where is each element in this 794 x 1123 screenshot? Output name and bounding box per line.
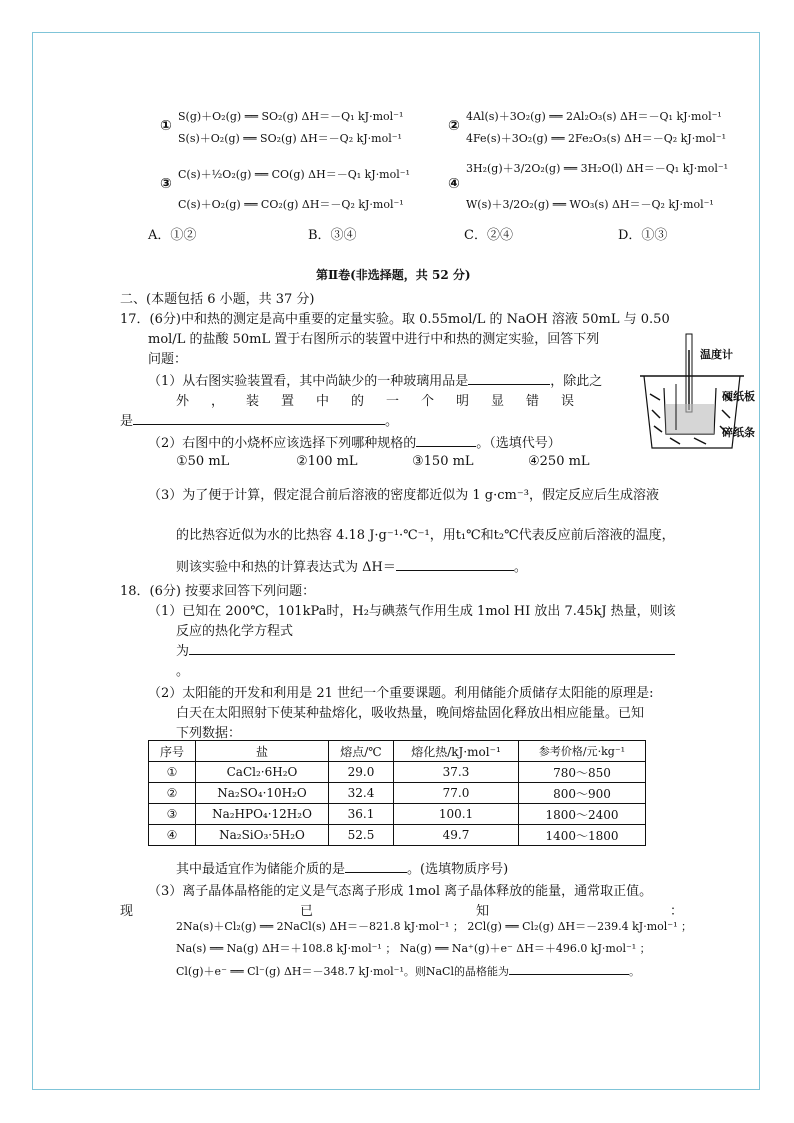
table-header: 熔化热/kJ·mol⁻¹ [394,741,519,762]
table-cell: 780～850 [519,762,646,783]
q17-s3d: 。 [513,560,527,575]
q18-s1a: （1）已知在 200℃，101kPa时，H₂与碘蒸气作用生成 1mol HI 放出 7.45kJ 热量，则该 [148,604,676,619]
choice-c: C．②④ [464,228,513,243]
option-1-eq1: S(g)＋O₂(g) ══ SO₂(g) ΔH＝－Q₁ kJ·mol⁻¹ [178,110,404,123]
q17-s1-end: 。 [385,414,399,429]
q18-s2a: （2）太阳能的开发和利用是 21 世纪一个重要课题。利用储能介质储存太阳能的原理是: [148,686,654,701]
q18-s3-xian: 现 [120,904,134,919]
q17-s3b: 的比热容近似为水的比热容 4.18 J·g⁻¹·℃⁻¹，用t₁℃和t₂℃代表反应前后溶液的温度， [176,528,675,543]
table-cell: 52.5 [329,825,394,846]
q17-s1 [148,370,602,389]
q18-s1d: 。 [176,664,190,679]
figure-label-thermometer: 温度计 [700,348,733,361]
q18-blank-medium[interactable] [345,860,407,873]
q18-eq3-line [176,962,640,979]
option-3-mark: ③ [160,176,172,192]
q18-eq3: Cl(g)＋e⁻ ══ Cl⁻(g) ΔH＝－348.7 kJ·mol⁻¹。则NaCl的晶格能为 [176,965,509,978]
q17-s1-text2: ，除此之 [550,374,603,389]
table-cell: 36.1 [329,804,394,825]
q18-s2d: 其中最适宜作为储能介质的是 [176,862,346,877]
q18-s1c: 为 [176,644,190,659]
table-cell: Na₂SO₄·10H₂O [196,783,329,804]
table-cell: 800～900 [519,783,646,804]
q17-blank-size[interactable] [416,434,476,447]
option-1-eq2: S(s)＋O₂(g) ══ SO₂(g) ΔH＝－Q₂ kJ·mol⁻¹ [178,132,402,145]
q17-line2: mol/L 的盐酸 50mL 置于右图所示的装置中进行中和热的测定实验，回答下列 [148,332,600,347]
table-row [149,762,646,783]
option-1-mark: ① [160,118,172,134]
table-header: 盐 [196,741,329,762]
table-row [149,825,646,846]
salt-data-table [148,740,646,846]
q17-blank-glassware[interactable] [468,372,550,385]
q18-s2b: 白天在太阳照射下使某种盐熔化，吸收热量，晚间熔盐固化释放出相应能量。已知 [176,706,645,721]
q17-s3a: （3）为了便于计算，假定混合前后溶液的密度都近似为 1 g·cm⁻³，假定反应后生成溶液 [148,488,659,503]
table-header: 熔点/℃ [329,741,394,762]
choice-d: D．①③ [618,228,668,243]
q18-s3-yi: 已 [300,904,314,919]
q17-s2-text: （2）右图中的小烧杯应该选择下列哪种规格的 [148,436,417,451]
option-3-eq2: C(s)＋O₂(g) ══ CO₂(g) ΔH＝－Q₂ kJ·mol⁻¹ [178,198,404,211]
q17-s2 [148,432,561,451]
option-2-mark: ② [448,118,460,134]
section2-heading: 二、(本题包括 6 小题，共 37 分) [120,292,315,307]
q18-s2c: 下列数据： [176,726,242,741]
option-4-eq1: 3H₂(g)＋3/2O₂(g) ══ 3H₂O(l) ΔH＝－Q₁ kJ·mol⁻¹ [466,162,729,175]
part2-title: 第Ⅱ卷(非选择题，共 52 分) [316,268,471,282]
option-3-eq1: C(s)＋½O₂(g) ══ CO(g) ΔH＝－Q₁ kJ·mol⁻¹ [178,168,410,181]
table-cell: 1400～1800 [519,825,646,846]
q17-blank-error[interactable] [133,412,385,425]
q17-line3: 问题： [148,352,188,367]
q18-s3a: （3）离子晶体晶格能的定义是气态离子形成 1mol 离子晶体释放的能量，通常取正值。 [148,884,653,899]
table-cell: 29.0 [329,762,394,783]
table-cell: ① [149,762,196,783]
table-header: 参考价格/元·kg⁻¹ [519,741,646,762]
table-cell: 32.4 [329,783,394,804]
q17-s1-shi: 是 [120,414,134,429]
option-2-eq1: 4Al(s)＋3O₂(g) ══ 2Al₂O₃(s) ΔH＝－Q₁ kJ·mol⁻¹ [466,110,722,123]
table-cell: 49.7 [394,825,519,846]
table-header-row [149,741,646,762]
q18-s1c-line [176,640,675,659]
table-cell: 1800～2400 [519,804,646,825]
table-row [149,804,646,825]
table-row [149,783,646,804]
table-cell: ② [149,783,196,804]
table-header: 序号 [149,741,196,762]
table-cell: 100.1 [394,804,519,825]
q18-s2e: 。(选填物质序号) [407,862,509,877]
q17-s1-line3 [120,410,398,429]
q17-size-4: ④250 mL [528,454,590,469]
q17-line1: 17．(6分)中和热的测定是高中重要的定量实验。取 0.55mol/L 的 NaOH 溶液 50mL 与 0.50 [120,312,670,327]
q18-eq1: 2Na(s)＋Cl₂(g) ══ 2NaCl(s) ΔH＝－821.8 kJ·mol⁻¹ ； 2Cl(g) ══ Cl₂(g) ΔH＝－239.4 kJ·mol⁻¹ ； [176,920,692,933]
q18-s3-zhi: 知 [476,904,490,919]
q18-blank-equation[interactable] [189,642,675,655]
q18-s2d-line [176,858,508,877]
figure-label-board: 硬纸板 [722,390,755,403]
q18-blank-lattice[interactable] [509,962,629,975]
table-cell: CaCl₂·6H₂O [196,762,329,783]
option-2-eq2: 4Fe(s)＋3O₂(g) ══ 2Fe₂O₃(s) ΔH＝－Q₂ kJ·mol⁻¹ [466,132,726,145]
q17-s3c-line [176,556,527,575]
table-cell: Na₂HPO₄·12H₂O [196,804,329,825]
q17-size-3: ③150 mL [412,454,474,469]
q18-line1: 18．(6分) 按要求回答下列问题： [120,584,316,599]
option-4-eq2: W(s)＋3/2O₂(g) ══ WO₃(s) ΔH＝－Q₂ kJ·mol⁻¹ [466,198,714,211]
table-cell: 37.3 [394,762,519,783]
table-cell: Na₂SiO₃·5H₂O [196,825,329,846]
q18-eq3-end: 。 [628,965,640,978]
table-cell: ④ [149,825,196,846]
q17-size-1: ①50 mL [176,454,230,469]
q17-s1-text: （1）从右图实验装置看，其中尚缺少的一种玻璃用品是 [148,374,469,389]
table-cell: 77.0 [394,783,519,804]
q18-s3-colon: ： [670,904,684,919]
q17-s2-text2: 。（选填代号） [476,436,561,451]
table-cell: ③ [149,804,196,825]
q17-s1-line2: 外，装置中的一个明显错误 [176,394,597,409]
choice-a: A．①② [148,228,197,243]
option-4-mark: ④ [448,176,460,192]
q17-s3c: 则该实验中和热的计算表达式为 ΔH＝ [176,560,396,575]
q18-eq2: Na(s) ══ Na(g) ΔH＝＋108.8 kJ·mol⁻¹ ； Na(g) ══ Na⁺(g)＋e⁻ ΔH＝＋496.0 kJ·mol⁻¹ ； [176,942,651,955]
choice-b: B．③④ [308,228,357,243]
q18-s1b: 反应的热化学方程式 [176,624,294,639]
figure-label-paper: 碎纸条 [722,426,755,439]
q17-blank-dh[interactable] [396,558,514,571]
q17-size-2: ②100 mL [296,454,358,469]
